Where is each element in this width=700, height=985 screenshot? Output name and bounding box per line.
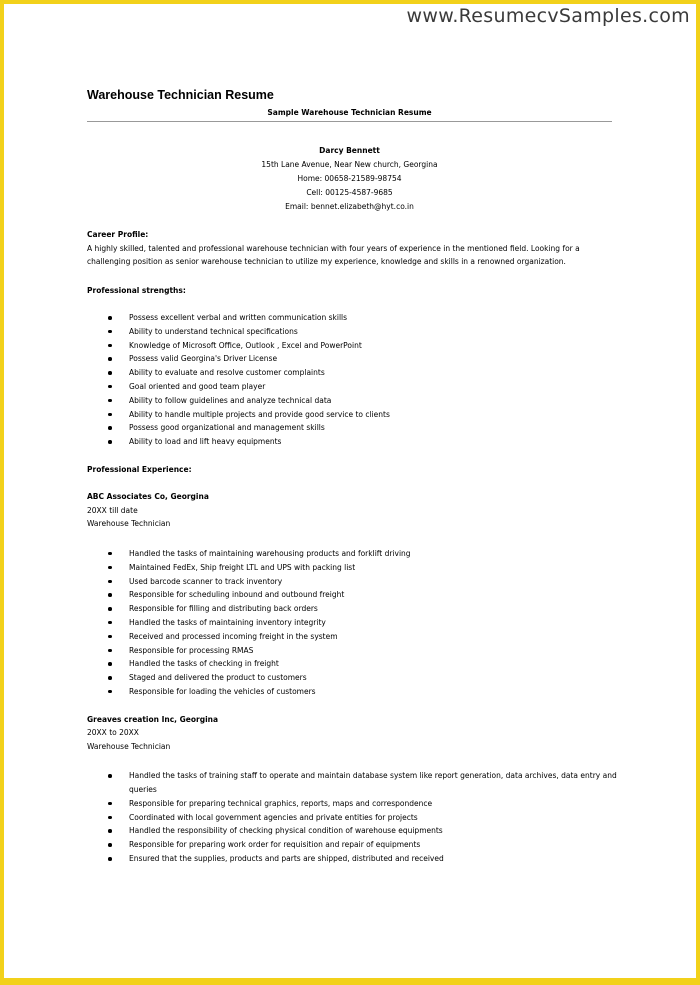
list-item: Ability to evaluate and resolve customer complaints <box>129 366 617 380</box>
job-company: Greaves creation Inc, Georgina <box>87 714 219 724</box>
list-item: Responsible for scheduling inbound and outbound freight <box>129 588 617 602</box>
list-item: Responsible for preparing work order for requisition and repair of equipments <box>129 838 617 852</box>
list-item: Ability to handle multiple projects and provide good service to clients <box>129 408 617 422</box>
job-duties-list <box>87 547 617 699</box>
career-profile-text: A highly skilled, talented and professional warehouse technician with four years of experience in the mentioned field. Looking for a challenging position as senior warehouse technician to utilize my experience, knowledge and skills in a renowned organization. <box>87 243 580 266</box>
list-item: Responsible for loading the vehicles of customers <box>129 685 617 699</box>
divider <box>87 121 612 122</box>
list-item: Maintained FedEx, Ship freight LTL and UPS with packing list <box>129 561 617 575</box>
list-item: Possess good organizational and management skills <box>129 421 617 435</box>
list-item: Staged and delivered the product to customers <box>129 671 617 685</box>
list-item: Handled the responsibility of checking physical condition of warehouse equipments <box>129 824 617 838</box>
list-item: Handled the tasks of training staff to operate and maintain database system like report generation, data archives, data entry and queries <box>129 769 617 797</box>
job-entry <box>87 490 617 698</box>
document-subtitle: Sample Warehouse Technician Resume <box>267 108 432 117</box>
contact-email: Email: bennet.elizabeth@hyt.co.in <box>285 202 414 211</box>
list-item: Responsible for processing RMAS <box>129 644 617 658</box>
list-item: Responsible for filling and distributing back orders <box>129 602 617 616</box>
list-item: Handled the tasks of maintaining inventory integrity <box>129 616 617 630</box>
contact-home-phone: Home: 00658-21589-98754 <box>297 174 402 183</box>
list-item: Ability to follow guidelines and analyze technical data <box>129 394 617 408</box>
list-item: Responsible for preparing technical graphics, reports, maps and correspondence <box>129 797 617 811</box>
resume-document <box>87 87 617 866</box>
job-role: Warehouse Technician <box>87 741 171 751</box>
job-entry <box>87 713 617 866</box>
list-item: Coordinated with local government agencies and private entities for projects <box>129 811 617 825</box>
watermark: www.ResumecvSamples.com <box>406 5 690 27</box>
contact-cell-phone: Cell: 00125-4587-9685 <box>306 188 393 197</box>
job-dates: 20XX till date <box>87 505 138 515</box>
list-item: Knowledge of Microsoft Office, Outlook , Excel and PowerPoint <box>129 339 617 353</box>
strengths-heading: Professional strengths: <box>87 285 186 295</box>
career-profile-heading: Career Profile: <box>87 230 149 239</box>
list-item: Ability to load and lift heavy equipments <box>129 435 617 449</box>
job-role: Warehouse Technician <box>87 519 171 529</box>
contact-block <box>87 144 612 214</box>
strengths-list <box>87 311 617 449</box>
list-item: Possess excellent verbal and written communication skills <box>129 311 617 325</box>
job-company: ABC Associates Co, Georgina <box>87 492 209 502</box>
list-item: Goal oriented and good team player <box>129 380 617 394</box>
job-duties-list <box>87 769 617 866</box>
experience-heading: Professional Experience: <box>87 464 192 474</box>
list-item: Handled the tasks of checking in freight <box>129 657 617 671</box>
list-item: Received and processed incoming freight in the system <box>129 630 617 644</box>
list-item: Ensured that the supplies, products and parts are shipped, distributed and received <box>129 852 617 866</box>
contact-address: 15th Lane Avenue, Near New church, Georgina <box>261 160 438 169</box>
list-item: Handled the tasks of maintaining warehousing products and forklift driving <box>129 547 617 561</box>
list-item: Used barcode scanner to track inventory <box>129 575 617 589</box>
contact-name: Darcy Bennett <box>319 146 380 155</box>
list-item: Ability to understand technical specifications <box>129 325 617 339</box>
document-title: Warehouse Technician Resume <box>87 88 274 102</box>
list-item: Possess valid Georgina's Driver License <box>129 352 617 366</box>
job-dates: 20XX to 20XX <box>87 728 139 738</box>
